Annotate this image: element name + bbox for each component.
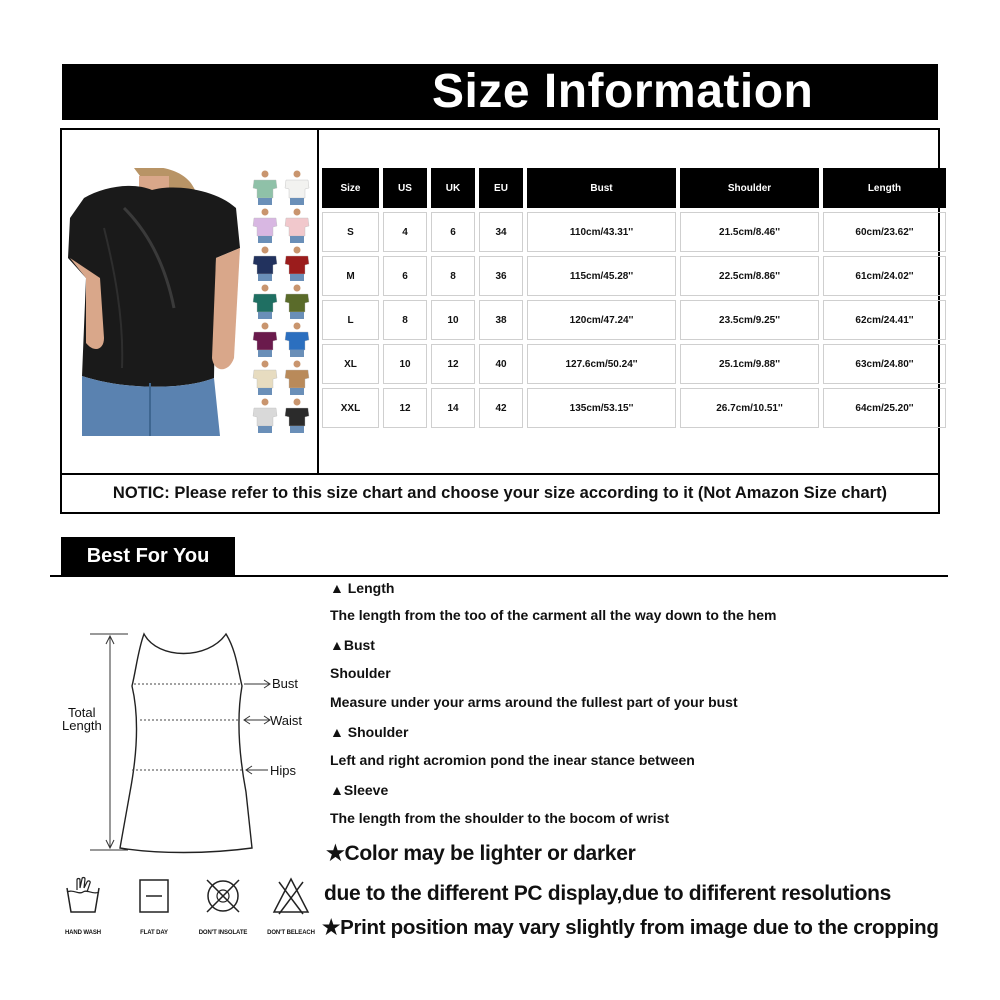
bust-subtitle: Shoulder: [330, 665, 391, 681]
color-swatch: [253, 247, 277, 282]
shoulder-title: ▲ Shoulder: [330, 724, 409, 740]
page-title: Size Information: [432, 65, 814, 118]
color-swatch: [285, 285, 309, 320]
table-cell: 10: [431, 300, 475, 340]
no-bleach-icon: [271, 876, 311, 916]
size-notice: NOTIC: Please refer to this size chart and choose your size according to it (Not Amazon Size chart): [112, 484, 888, 502]
table-cell: 40: [479, 344, 523, 384]
table-cell: XL: [322, 344, 379, 384]
table-cell: 115cm/45.28'': [527, 256, 676, 296]
table-cell: 6: [383, 256, 427, 296]
table-cell: 127.6cm/50.24'': [527, 344, 676, 384]
table-cell: 120cm/47.24'': [527, 300, 676, 340]
section-divider: [50, 575, 948, 577]
color-swatches: [249, 168, 311, 436]
care-label: DON'T INSOLATE: [198, 930, 248, 936]
color-swatch: [253, 285, 277, 320]
table-cell: 25.1cm/9.88'': [680, 344, 819, 384]
color-swatch: [253, 323, 277, 358]
table-cell: S: [322, 212, 379, 252]
bust-title: ▲Bust: [330, 637, 375, 653]
table-cell: 38: [479, 300, 523, 340]
table-cell: 61cm/24.02'': [823, 256, 946, 296]
table-cell: 63cm/24.80'': [823, 344, 946, 384]
table-cell: 135cm/53.15'': [527, 388, 676, 428]
bust-text: Measure under your arms around the fullest part of your bust: [330, 694, 738, 710]
care-hand-wash: [48, 876, 118, 936]
table-row: [322, 388, 946, 428]
color-swatch: [285, 209, 309, 244]
section-title: Best For You: [61, 537, 235, 575]
table-cell: 10: [383, 344, 427, 384]
print-note: ★Print position may vary slightly from image due to the cropping: [322, 916, 939, 939]
table-cell: XXL: [322, 388, 379, 428]
table-cell: 26.7cm/10.51'': [680, 388, 819, 428]
table-row: [322, 344, 946, 384]
table-row: [322, 256, 946, 296]
care-label: FLAT DAY: [140, 930, 168, 936]
table-row: [322, 212, 946, 252]
diagram-label-bust: Bust: [272, 676, 299, 691]
sleeve-title: ▲Sleeve: [330, 782, 389, 798]
table-header-eu: EU: [479, 168, 523, 208]
table-cell: 23.5cm/9.25'': [680, 300, 819, 340]
color-swatch: [285, 323, 309, 358]
color-swatch: [253, 171, 277, 206]
table-cell: 36: [479, 256, 523, 296]
table-cell: L: [322, 300, 379, 340]
diagram-label-length: Length: [62, 718, 102, 733]
table-cell: 42: [479, 388, 523, 428]
sleeve-text: The length from the shoulder to the bocom of wrist: [330, 810, 670, 826]
table-header-us: US: [383, 168, 427, 208]
table-cell: 8: [431, 256, 475, 296]
flat-dry-icon: [134, 876, 174, 916]
table-header-bust: Bust: [527, 168, 676, 208]
hand-wash-icon: [63, 876, 103, 916]
table-header-shoulder: Shoulder: [680, 168, 819, 208]
display-note: due to the different PC display,due to dififerent resolutions: [324, 882, 892, 905]
color-swatch: [253, 361, 277, 396]
color-swatch: [285, 171, 309, 206]
no-insolate-icon: [203, 876, 243, 916]
care-flat-dry: [119, 876, 189, 936]
table-cell: 8: [383, 300, 427, 340]
care-label: DON'T BELEACH: [267, 930, 315, 936]
title-banner: [62, 64, 938, 120]
shoulder-text: Left and right acromion pond the inear stance between: [330, 752, 695, 768]
table-cell: 21.5cm/8.46'': [680, 212, 819, 252]
care-no-insolate: [188, 876, 258, 936]
table-cell: 12: [431, 344, 475, 384]
table-cell: 62cm/24.41'': [823, 300, 946, 340]
table-cell: 12: [383, 388, 427, 428]
color-swatch: [253, 399, 277, 434]
diagram-label-total: Total: [68, 705, 96, 720]
diagram-label-hips: Hips: [270, 763, 297, 778]
table-cell: 34: [479, 212, 523, 252]
table-header-row: [322, 168, 946, 208]
table-cell: 14: [431, 388, 475, 428]
table-header-uk: UK: [431, 168, 475, 208]
table-cell: 6: [431, 212, 475, 252]
diagram-label-waist: Waist: [270, 713, 303, 728]
color-swatch: [285, 361, 309, 396]
table-cell: 60cm/23.62'': [823, 212, 946, 252]
table-header-length: Length: [823, 168, 946, 208]
color-swatch: [285, 247, 309, 282]
table-cell: 22.5cm/8.86'': [680, 256, 819, 296]
table-cell: 110cm/43.31'': [527, 212, 676, 252]
table-cell: M: [322, 256, 379, 296]
length-title: ▲ Length: [330, 580, 395, 596]
table-row: [322, 300, 946, 340]
table-header-size: Size: [322, 168, 379, 208]
care-no-bleach: [256, 876, 326, 936]
length-text: The length from the too of the carment all the way down to the hem: [330, 607, 777, 623]
size-chart-table: [318, 164, 950, 432]
color-note: ★Color may be lighter or darker: [326, 842, 636, 865]
model-photo: [64, 168, 244, 436]
dress-diagram: [58, 620, 320, 860]
care-label: HAND WASH: [64, 930, 102, 936]
color-swatch: [253, 209, 277, 244]
table-cell: 4: [383, 212, 427, 252]
table-cell: 64cm/25.20'': [823, 388, 946, 428]
color-swatch: [285, 399, 309, 434]
